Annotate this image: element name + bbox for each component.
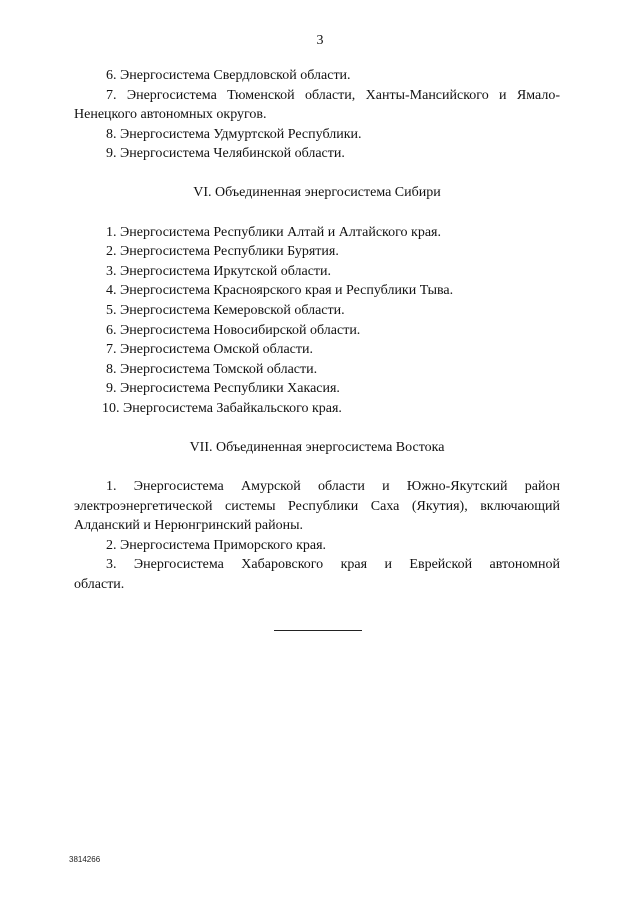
list-item-ural-6: 6. Энергосистема Свердловской области. (106, 68, 351, 83)
list-item-siberia-10: 10. Энергосистема Забайкальского края. (102, 400, 342, 416)
list-item-ural-9: 9. Энергосистема Челябинской области. (106, 146, 345, 162)
list-item-east-2: 2. Энергосистема Приморского края. (106, 537, 327, 553)
list-item-siberia-8: 8. Энергосистема Томской области. (106, 361, 318, 377)
list-item-east-1: 1. Энергосистема Амурской области и Южно-Якутский район (106, 479, 560, 495)
list-item-ural-7: 7. Энергосистема Тюменской области, Ханты-Мансийского и Ямало- (106, 87, 560, 103)
list-item-ural-7-continuation: Ненецкого автономных округов. (74, 107, 267, 123)
list-item-siberia-1: 1. Энергосистема Республики Алтай и Алтайского края. (106, 224, 441, 240)
page-number: 3 (316, 33, 324, 48)
section-title-east: VII. Объединенная энергосистема Востока (189, 439, 445, 455)
list-item-east-1-line-2: электроэнергетической системы Республики Саха (Якутия), включающий (74, 498, 560, 514)
list-item-ural-8: 8. Энергосистема Удмуртской Республики. (106, 126, 362, 142)
section-title-siberia: VI. Объединенная энергосистема Сибири (193, 184, 441, 200)
list-item-siberia-3: 3. Энергосистема Иркутской области. (106, 263, 332, 279)
document-body (74, 66, 560, 595)
list-item-siberia-4: 4. Энергосистема Красноярского края и Республики Тыва. (106, 283, 454, 299)
end-separator-line (274, 630, 362, 631)
list-item-east-3: 3. Энергосистема Хабаровского края и Еврейской автономной (106, 557, 560, 573)
list-item-siberia-9: 9. Энергосистема Республики Хакасия. (106, 381, 340, 397)
list-item-siberia-5: 5. Энергосистема Кемеровской области. (106, 302, 345, 318)
list-item-siberia-2: 2. Энергосистема Республики Бурятия. (106, 244, 339, 260)
list-item-siberia-6: 6. Энергосистема Новосибирской области. (106, 322, 361, 338)
list-item-east-1-line-3: Алданский и Нерюнгринский районы. (74, 518, 304, 534)
document-code: 3814266 (69, 855, 101, 864)
list-item-east-3-line-2: области. (74, 577, 125, 593)
list-item-siberia-7: 7. Энергосистема Омской области. (106, 342, 313, 358)
